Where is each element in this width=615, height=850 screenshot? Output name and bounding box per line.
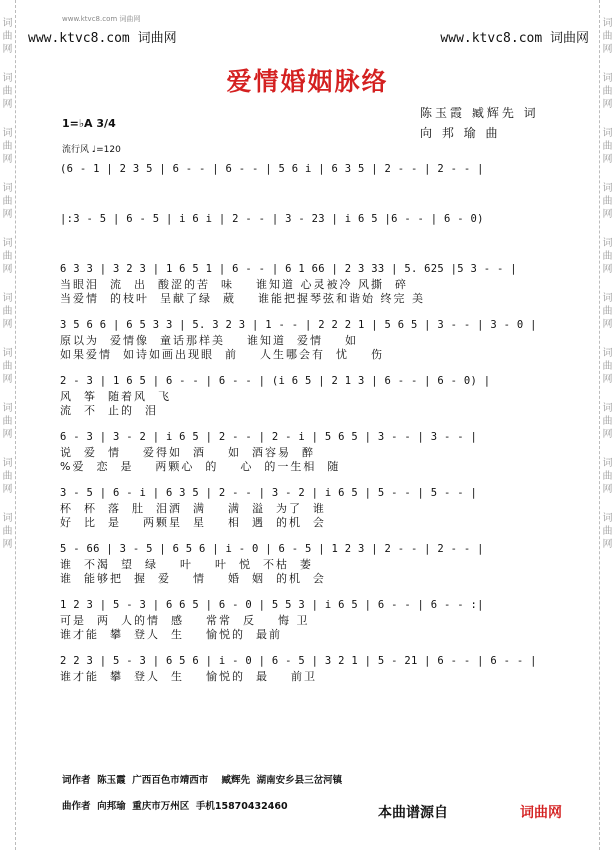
watermark-glyph: 网 bbox=[2, 264, 13, 275]
lyric-line: 风 筝 随着风 飞 bbox=[60, 390, 171, 403]
watermark-glyph: 曲 bbox=[2, 31, 13, 42]
watermark-glyph: 词 bbox=[602, 458, 613, 469]
watermark-glyph: 网 bbox=[2, 429, 13, 440]
score-row bbox=[60, 372, 555, 428]
watermark-glyph: 网 bbox=[602, 264, 613, 275]
notation-line: 6 3 3 | 3 2 3 | 1 6 5 1 | 6 - - | 6 1 66 | 2 3 33 | 5. 625 |5 3 - - | bbox=[60, 263, 517, 275]
watermark-glyph: 词 bbox=[2, 183, 13, 194]
watermark-glyph: 网 bbox=[2, 484, 13, 495]
watermark-glyph: 词 bbox=[2, 348, 13, 359]
watermark-glyph: 词 bbox=[602, 128, 613, 139]
score-row bbox=[60, 652, 555, 708]
watermark-glyph: 曲 bbox=[2, 471, 13, 482]
watermark-glyph: 曲 bbox=[602, 306, 613, 317]
score-row bbox=[60, 540, 555, 596]
notation-line: (6 - 1 | 2 3 5 | 6 - - | 6 - - | 5 6 i | 6 3 5 | 2 - - | 2 - - | bbox=[60, 163, 484, 175]
watermark-glyph: 网 bbox=[602, 154, 613, 165]
watermark-glyph: 词 bbox=[602, 403, 613, 414]
watermark-glyph: 曲 bbox=[2, 86, 13, 97]
notation-line: 2 2 3 | 5 - 3 | 6 5 6 | i - 0 | 6 - 5 | 3 2 1 | 5 - 21 | 6 - - | 6 - - | bbox=[60, 655, 537, 667]
watermark-glyph: 词 bbox=[602, 293, 613, 304]
watermark-glyph: 曲 bbox=[602, 196, 613, 207]
watermark-glyph: 曲 bbox=[2, 196, 13, 207]
source-label: 本曲谱源自 bbox=[378, 805, 448, 821]
watermark-glyph: 网 bbox=[602, 539, 613, 550]
notation-line: 2 - 3 | 1 6 5 | 6 - - | 6 - - | (i 6 5 | 2 1 3 | 6 - - | 6 - 0) | bbox=[60, 375, 491, 387]
right-watermark-strip bbox=[599, 0, 615, 850]
lyric-line: 可是 两 人的情 感 常常 反 悔 卫 bbox=[60, 614, 310, 627]
lyric-line: 当爱情 的枝叶 呈献了绿 葳 谁能把握琴弦和谐始 终完 美 bbox=[60, 292, 425, 305]
score-row bbox=[60, 484, 555, 540]
watermark-glyph: 词 bbox=[602, 513, 613, 524]
watermark-glyph: 网 bbox=[2, 539, 13, 550]
score-row bbox=[60, 596, 555, 652]
watermark-glyph: 词 bbox=[2, 18, 13, 29]
score-row bbox=[60, 260, 555, 316]
watermark-glyph: 词 bbox=[2, 513, 13, 524]
lyric-line: 流 不 止的 泪 bbox=[60, 404, 158, 417]
watermark-glyph: 曲 bbox=[602, 31, 613, 42]
credits bbox=[420, 103, 539, 143]
watermark-glyph: 网 bbox=[602, 319, 613, 330]
watermark-glyph: 词 bbox=[2, 238, 13, 249]
composer-credit: 向 邦 瑜 曲 bbox=[420, 126, 501, 140]
watermark-glyph: 词 bbox=[2, 293, 13, 304]
watermark-glyph: 网 bbox=[2, 209, 13, 220]
lyric-line: 杯 杯 落 肚 泪洒 满 满 溢 为了 谁 bbox=[60, 502, 326, 515]
watermark-glyph: 曲 bbox=[602, 526, 613, 537]
watermark-glyph: 词 bbox=[2, 458, 13, 469]
watermark-glyph: 网 bbox=[602, 99, 613, 110]
lyric-line: %爱 恋 是 两颗心 的 心 的一生相 随 bbox=[60, 460, 341, 473]
key-signature: 1=♭A 3/4 bbox=[62, 117, 116, 130]
watermark-glyph: 网 bbox=[602, 484, 613, 495]
lyric-line: 谁才能 攀 登人 生 愉悦的 最 前卫 bbox=[60, 670, 317, 683]
notation-line: 1 2 3 | 5 - 3 | 6 6 5 | 6 - 0 | 5 5 3 | i 6 5 | 6 - - | 6 - - :| bbox=[60, 599, 484, 611]
small-watermark: www.ktvc8.com 词曲网 bbox=[62, 15, 141, 23]
watermark-glyph: 词 bbox=[2, 403, 13, 414]
lyric-line: 原以为 爱情像 童话那样美 谁知道 爱情 如 bbox=[60, 334, 358, 347]
watermark-glyph: 曲 bbox=[2, 306, 13, 317]
watermark-glyph: 网 bbox=[602, 374, 613, 385]
watermark-glyph: 网 bbox=[602, 429, 613, 440]
lyric-line: 当眼泪 流 出 酸涩的苦 味 谁知道 心灵被冷 风撕 碎 bbox=[60, 278, 408, 291]
score bbox=[60, 160, 555, 708]
watermark-glyph: 曲 bbox=[602, 471, 613, 482]
watermark-glyph: 词 bbox=[2, 73, 13, 84]
watermark-glyph: 网 bbox=[2, 374, 13, 385]
source-site: 词曲网 bbox=[520, 805, 562, 821]
watermark-glyph: 词 bbox=[602, 348, 613, 359]
score-row bbox=[60, 428, 555, 484]
lyric-line: 谁才能 攀 登人 生 愉悦的 最前 bbox=[60, 628, 282, 641]
lyricist-credit: 陈玉霞 臧辉先 词 bbox=[420, 106, 539, 120]
watermark-glyph: 曲 bbox=[602, 416, 613, 427]
watermark-glyph: 词 bbox=[2, 128, 13, 139]
watermark-glyph: 网 bbox=[2, 44, 13, 55]
watermark-glyph: 网 bbox=[2, 319, 13, 330]
watermark-glyph: 网 bbox=[602, 209, 613, 220]
site-url-right: www.ktvc8.com 词曲网 bbox=[440, 31, 589, 46]
watermark-glyph: 曲 bbox=[602, 141, 613, 152]
watermark-glyph: 网 bbox=[2, 154, 13, 165]
notation-line: 6 - 3 | 3 - 2 | i 6 5 | 2 - - | 2 - i | 5 6 5 | 3 - - | 3 - - | bbox=[60, 431, 478, 443]
lyric-line: 如果爱情 如诗如画出现眼 前 人生哪会有 忧 伤 bbox=[60, 348, 384, 361]
watermark-glyph: 网 bbox=[2, 99, 13, 110]
watermark-glyph: 曲 bbox=[602, 251, 613, 262]
lyric-line: 说 爱 情 爱得如 酒 如 酒容易 醉 bbox=[60, 446, 315, 459]
watermark-glyph: 词 bbox=[602, 238, 613, 249]
notation-line: 3 - 5 | 6 - i | 6 3 5 | 2 - - | 3 - 2 | i 6 5 | 5 - - | 5 - - | bbox=[60, 487, 478, 499]
watermark-glyph: 曲 bbox=[602, 361, 613, 372]
footer-lyricist: 词作者 陈玉霞 广西百色市靖西市 臧辉先 湖南安乡县三岔河镇 bbox=[62, 775, 343, 786]
watermark-glyph: 曲 bbox=[2, 416, 13, 427]
lyric-line: 谁 不渴 望 绿 叶 叶 悦 不枯 萎 bbox=[60, 558, 313, 571]
notation-line: 3 5 6 6 | 6 5 3 3 | 5. 3 2 3 | 1 - - | 2 2 2 1 | 5 6 5 | 3 - - | 3 - 0 | bbox=[60, 319, 537, 331]
lyric-line: 谁 能够把 握 爱 情 婚 姻 的机 会 bbox=[60, 572, 326, 585]
footer-composer: 曲作者 向邦瑜 重庆市万州区 手机15870432460 bbox=[62, 801, 288, 812]
score-row bbox=[60, 316, 555, 372]
watermark-glyph: 词 bbox=[602, 183, 613, 194]
watermark-glyph: 曲 bbox=[2, 526, 13, 537]
watermark-glyph: 曲 bbox=[602, 86, 613, 97]
tempo-marking: 流行风 ♩=120 bbox=[62, 145, 121, 155]
score-row bbox=[60, 210, 555, 260]
lyric-line: 好 比 是 两颗星 星 相 遇 的机 会 bbox=[60, 516, 326, 529]
site-url-left: www.ktvc8.com 词曲网 bbox=[28, 31, 177, 46]
watermark-glyph: 词 bbox=[602, 18, 613, 29]
watermark-glyph: 曲 bbox=[2, 251, 13, 262]
left-watermark-strip bbox=[0, 0, 16, 850]
watermark-glyph: 网 bbox=[602, 44, 613, 55]
notation-line: 5 - 66 | 3 - 5 | 6 5 6 | i - 0 | 6 - 5 | 1 2 3 | 2 - - | 2 - - | bbox=[60, 543, 484, 555]
watermark-glyph: 曲 bbox=[2, 361, 13, 372]
score-row bbox=[60, 160, 555, 210]
watermark-glyph: 词 bbox=[602, 73, 613, 84]
notation-line: |:3 - 5 | 6 - 5 | i 6 i | 2 - - | 3 - 23 | i 6 5 |6 - - | 6 - 0) bbox=[60, 213, 484, 225]
song-title: 爱情婚姻脉络 bbox=[226, 67, 389, 96]
watermark-glyph: 曲 bbox=[2, 141, 13, 152]
